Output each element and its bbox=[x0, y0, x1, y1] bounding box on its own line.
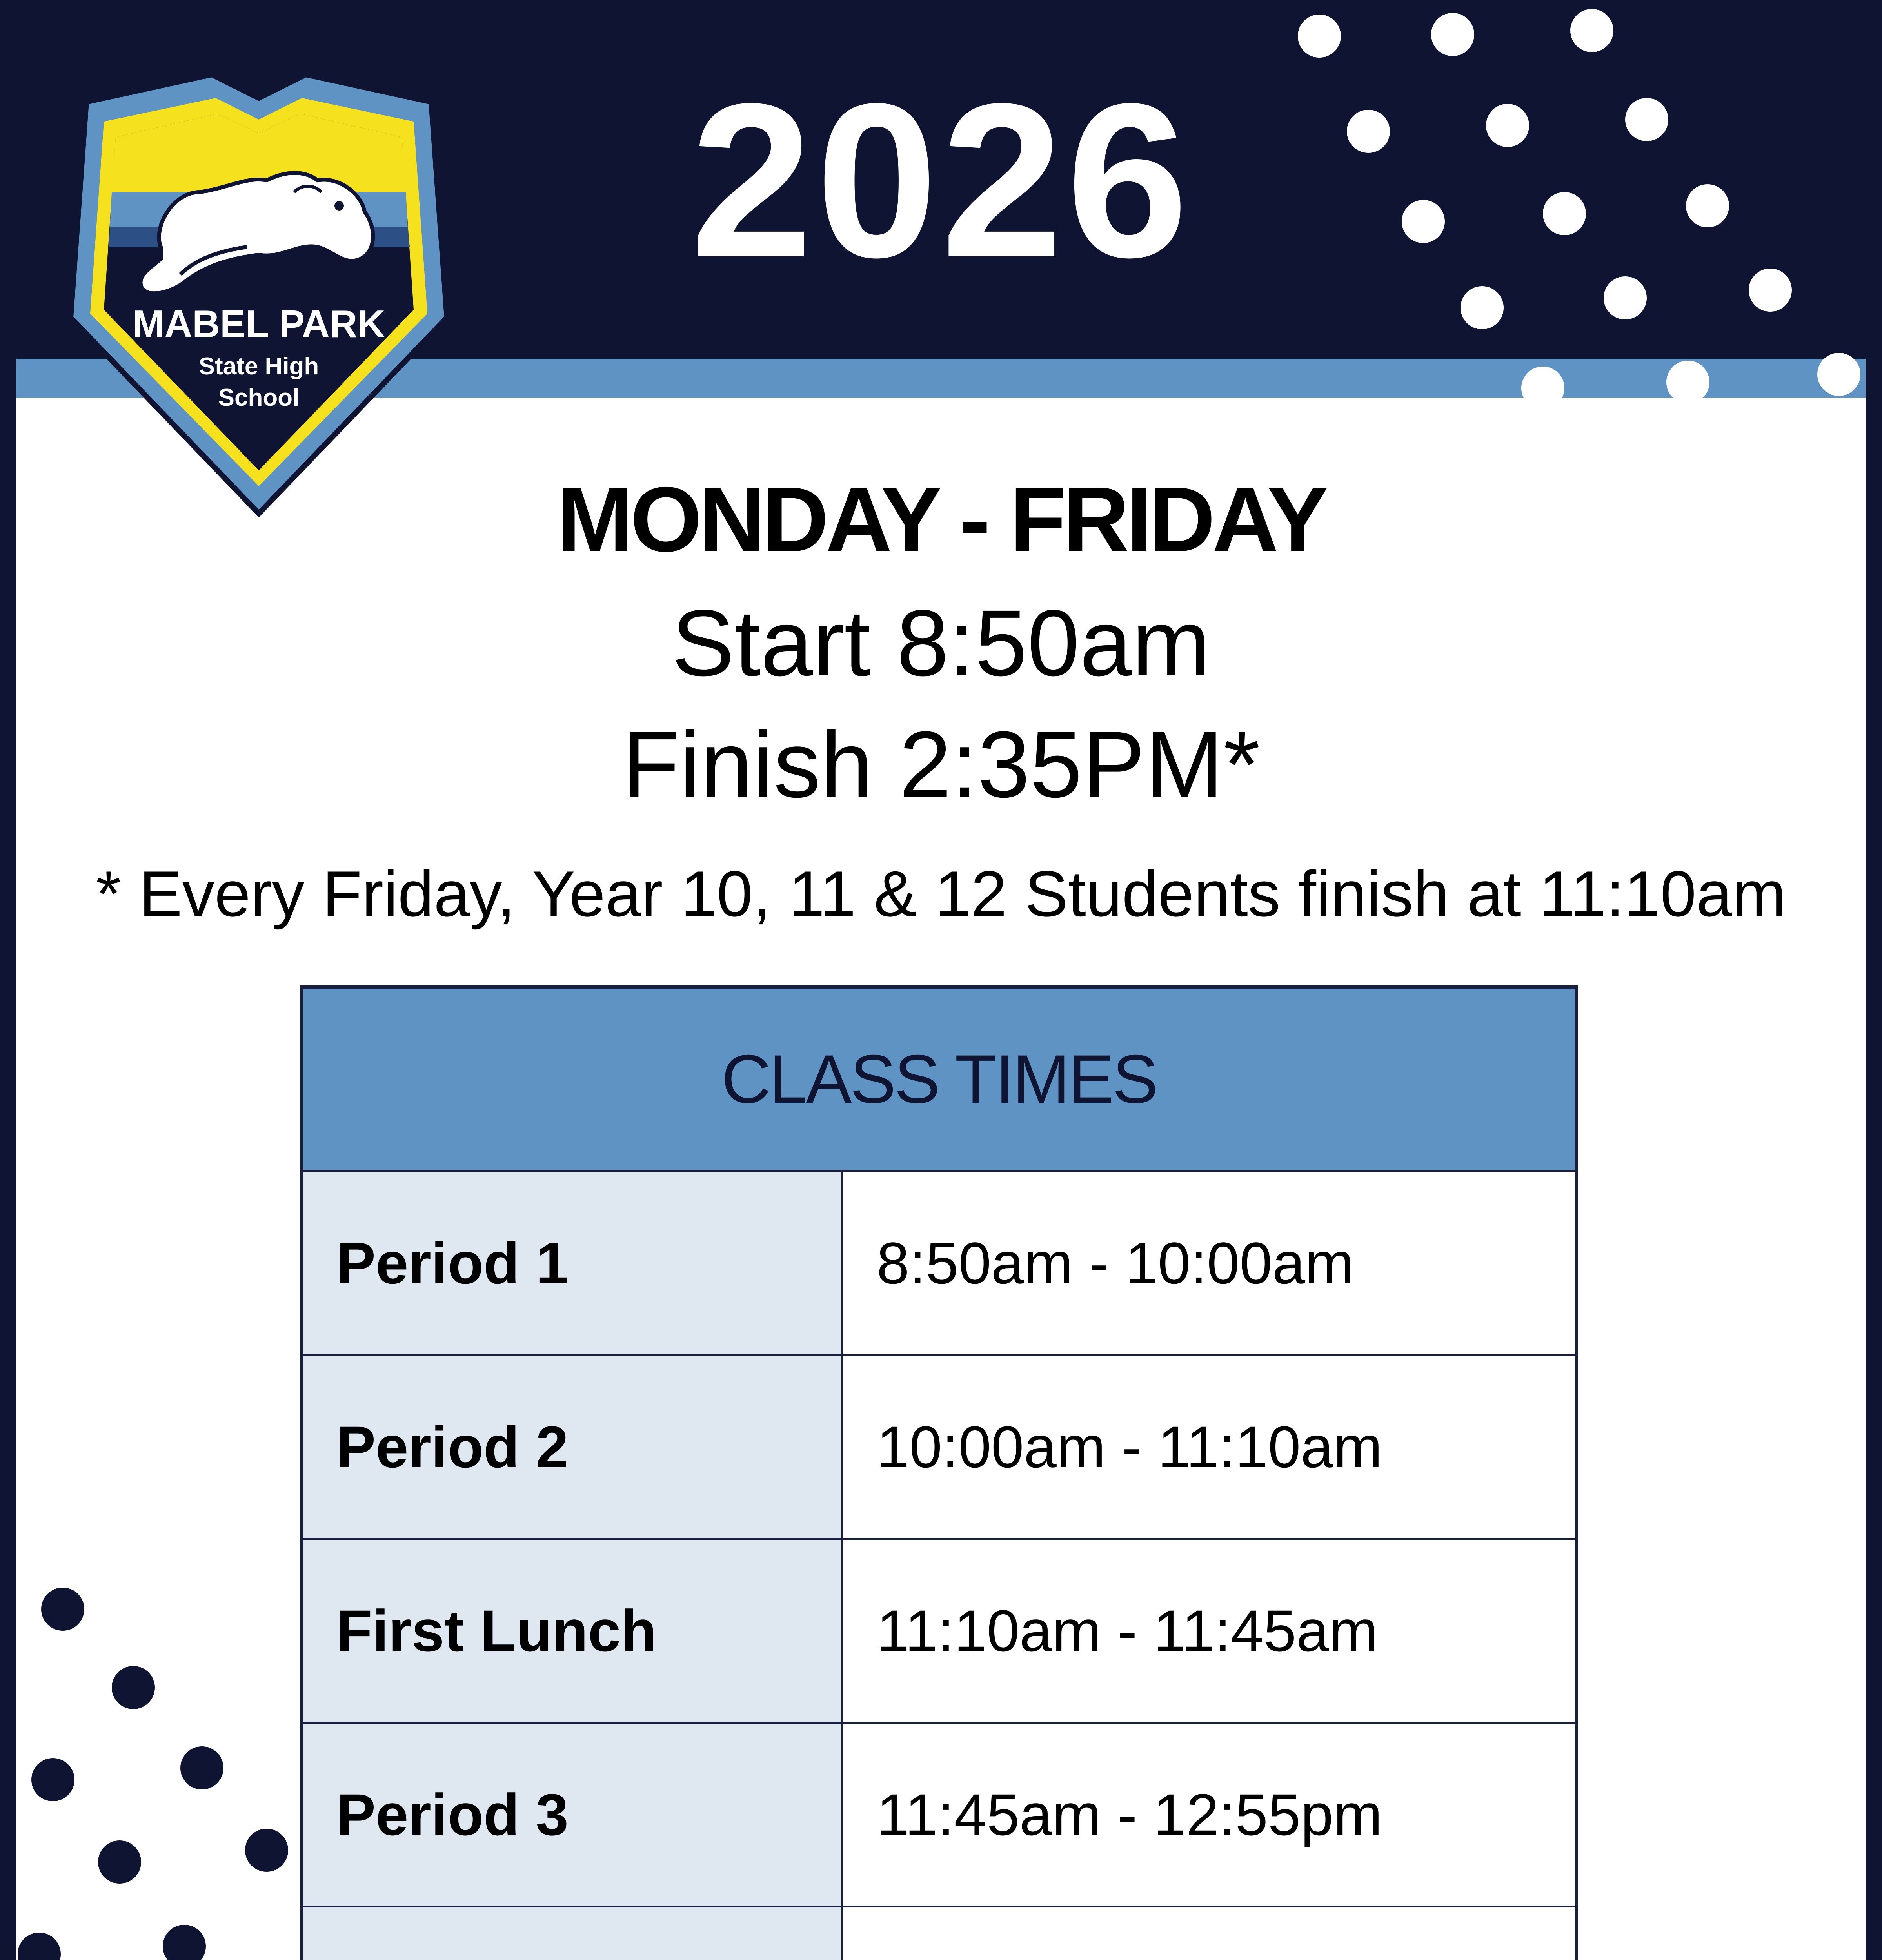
decorative-dot bbox=[1521, 367, 1564, 410]
decorative-dot bbox=[1749, 269, 1792, 312]
school-logo bbox=[63, 63, 455, 525]
decorative-dot bbox=[1570, 9, 1613, 52]
table-row bbox=[303, 1907, 1575, 1960]
row-time: 8:50am - 10:00am bbox=[877, 1230, 1354, 1296]
days-heading: MONDAY - FRIDAY bbox=[556, 468, 1326, 571]
year-heading: 2026 bbox=[690, 58, 1192, 303]
table-row bbox=[303, 1724, 1575, 1907]
logo-name-line1: MABEL PARK bbox=[132, 302, 385, 345]
logo-name-line3: School bbox=[218, 384, 300, 411]
decorative-dot bbox=[31, 1758, 74, 1801]
friday-footnote: * Every Friday, Year 10, 11 & 12 Students finish at 11:10am bbox=[96, 858, 1786, 930]
finish-time: Finish 2:35PM* bbox=[622, 712, 1260, 817]
row-time: 10:00am - 11:10am bbox=[877, 1414, 1382, 1480]
decorative-dot bbox=[1666, 361, 1709, 404]
decorative-dot bbox=[180, 1746, 223, 1789]
table-row bbox=[303, 1172, 1575, 1356]
row-label: Period 1 bbox=[303, 1172, 843, 1354]
decorative-dot bbox=[1298, 15, 1341, 58]
decorative-dot bbox=[1461, 286, 1504, 329]
decorative-dot bbox=[41, 1588, 84, 1631]
table-row bbox=[303, 1540, 1575, 1724]
class-times-table bbox=[300, 985, 1578, 1960]
decorative-dot bbox=[1543, 192, 1586, 235]
decorative-dot bbox=[1817, 353, 1860, 396]
row-label bbox=[303, 1907, 843, 1960]
row-label: First Lunch bbox=[303, 1540, 843, 1722]
decorative-dot bbox=[1604, 276, 1647, 319]
decorative-dot bbox=[1431, 13, 1474, 56]
decorative-dot bbox=[112, 1666, 155, 1709]
decorative-dot bbox=[1686, 184, 1729, 227]
decorative-dot bbox=[245, 1829, 288, 1872]
row-time: 11:10am - 11:45am bbox=[877, 1597, 1378, 1664]
table-title: CLASS TIMES bbox=[303, 989, 1575, 1172]
row-time: 11:45am - 12:55pm bbox=[877, 1781, 1382, 1847]
decorative-dot bbox=[1625, 98, 1668, 141]
decorative-dot bbox=[1402, 200, 1445, 243]
row-label: Period 3 bbox=[303, 1724, 843, 1906]
decorative-dot bbox=[1486, 104, 1529, 147]
row-label: Period 2 bbox=[303, 1356, 843, 1538]
decorative-dot bbox=[98, 1840, 141, 1884]
row-time bbox=[843, 1907, 1575, 1960]
table-row bbox=[303, 1356, 1575, 1540]
start-time: Start 8:50am bbox=[671, 590, 1211, 695]
logo-name-line2: State High bbox=[198, 353, 319, 380]
